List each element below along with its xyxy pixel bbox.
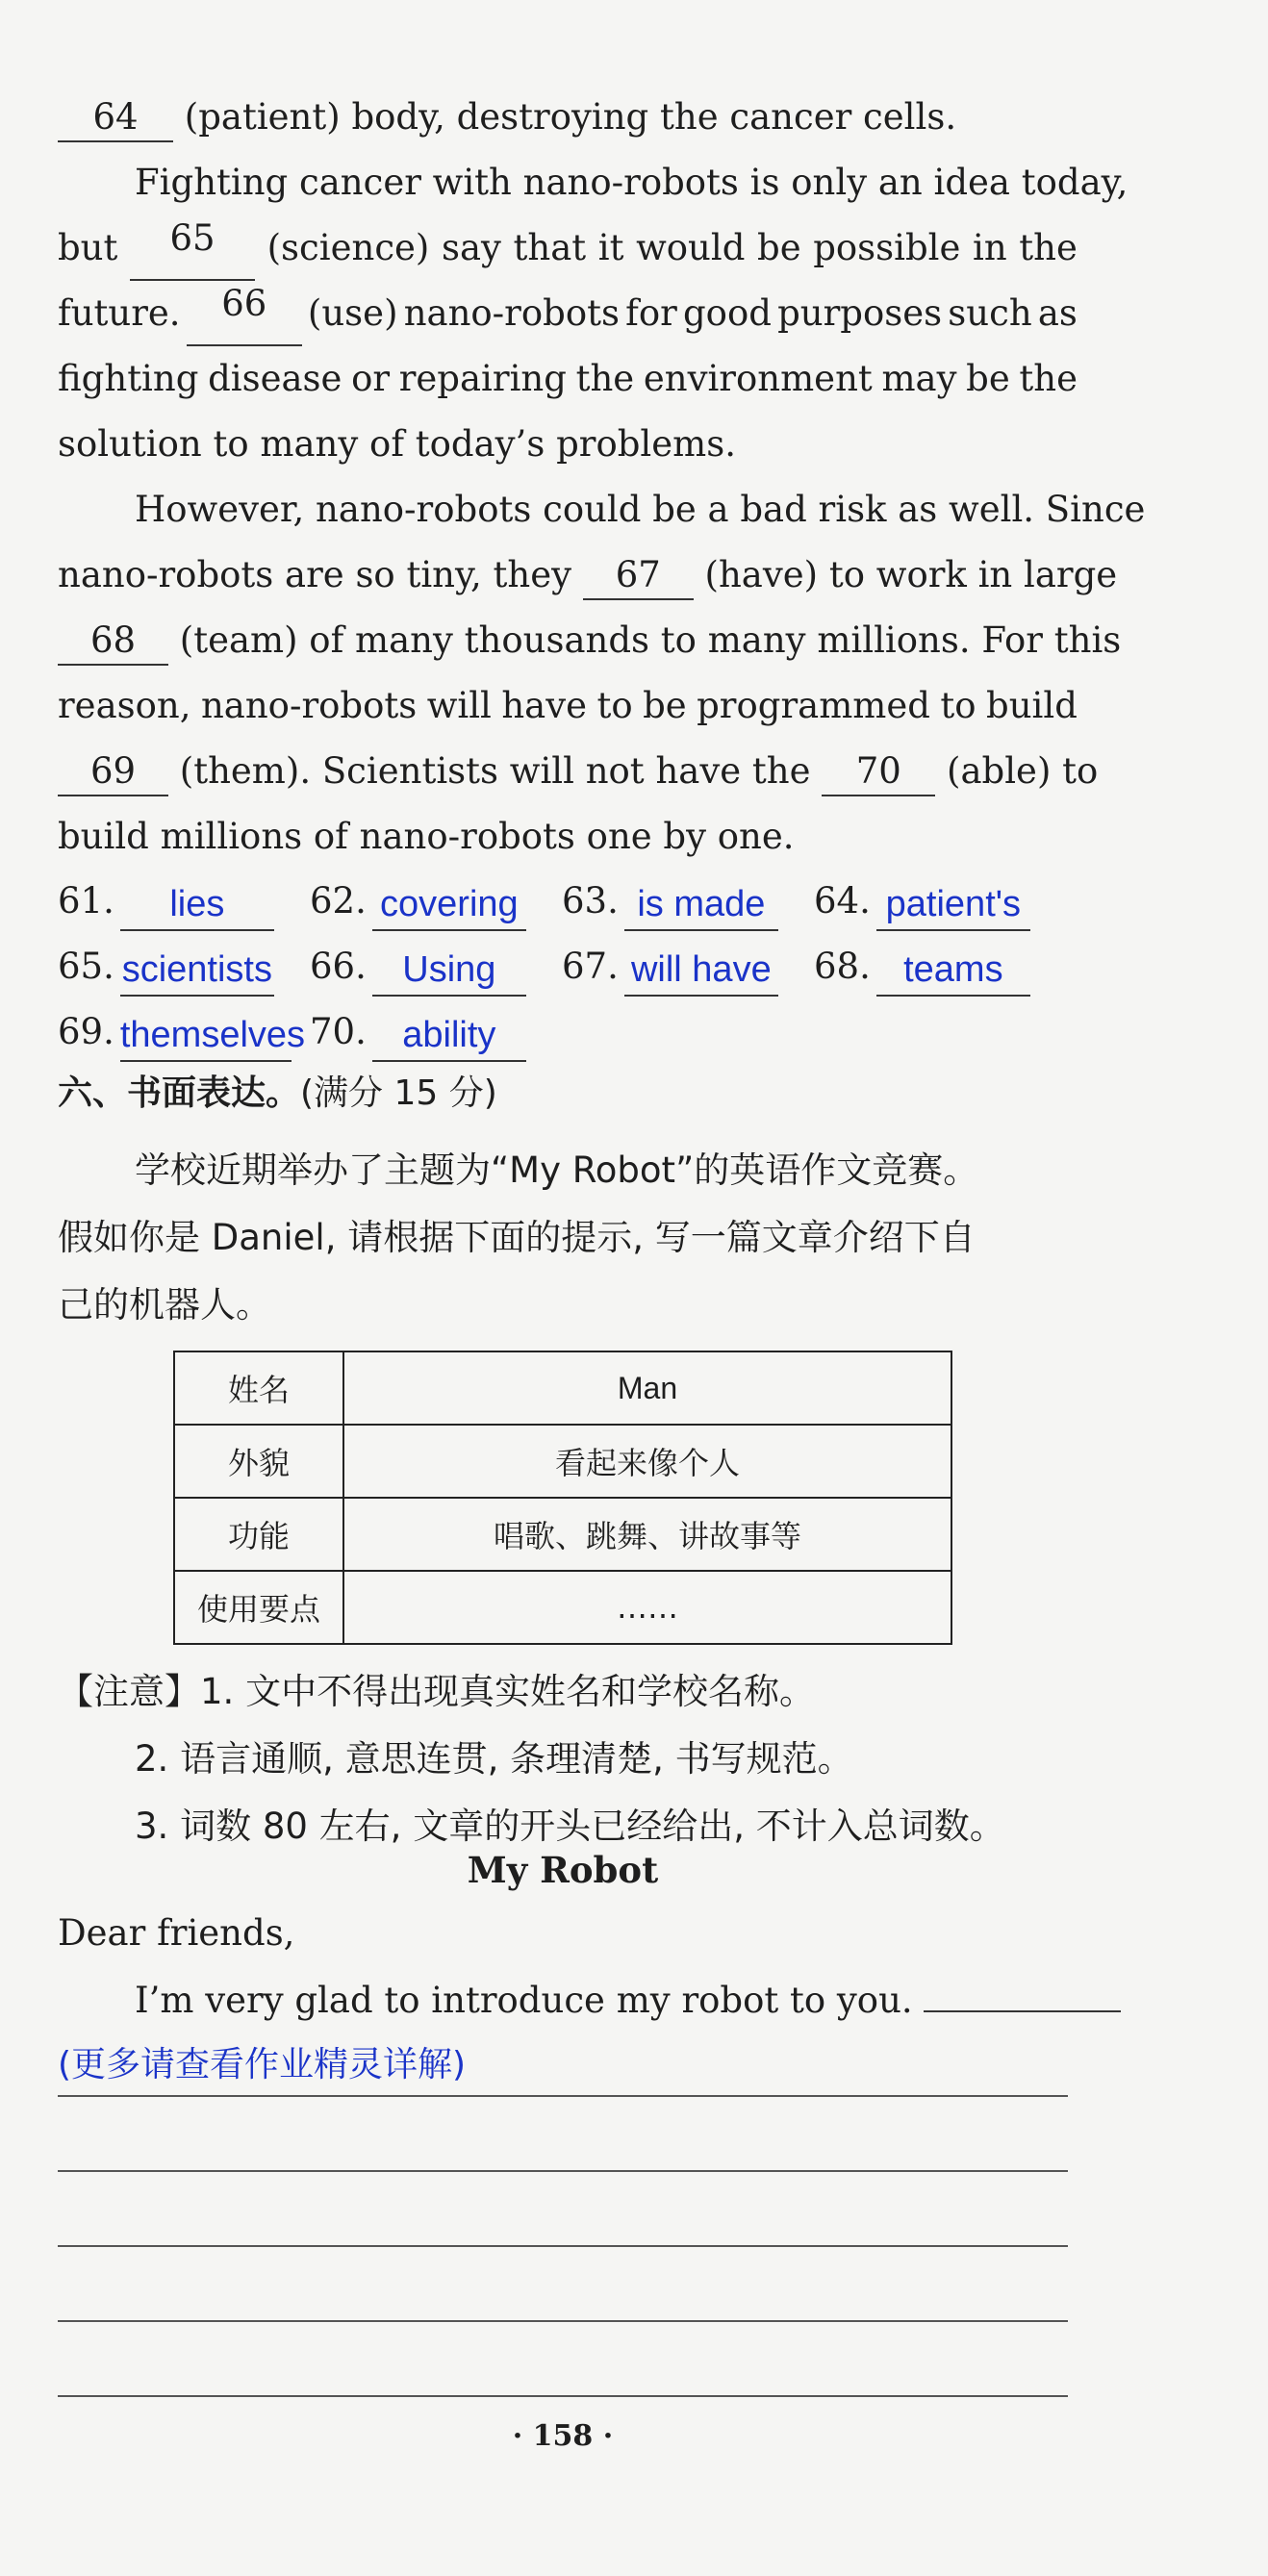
answer-item: 69. themselves — [58, 1011, 310, 1062]
passage-line: 64 (patient) body, destroying the cancer cells. — [58, 85, 1078, 150]
passage-line: Fighting cancer with nano-robots is only an idea today, — [135, 162, 1129, 203]
answer-row — [58, 997, 1078, 1062]
blank-66: 66 — [187, 281, 302, 346]
answer-row — [58, 931, 1078, 997]
answer-value: teams — [876, 949, 1030, 997]
answer-value: themselves — [120, 1015, 292, 1062]
passage-line: but 65 (science) say that it would be possible in the — [58, 215, 1078, 281]
section-title: 六、书面表达。(满分 15 分) — [58, 1073, 497, 1113]
more-details-link[interactable]: (更多请查看作业精灵详解) — [58, 2045, 467, 2084]
table-row: 外貌 看起来像个人 — [174, 1425, 951, 1498]
page-number: · 158 · — [512, 2419, 614, 2453]
table-row: 姓名 Man — [174, 1351, 951, 1425]
writing-prompt: 学校近期举办了主题为“My Robot”的英语作文竞赛。 假如你是 Daniel, 请根据下面的提示, 写一篇文章介绍下自 己的机器人。 — [58, 1149, 979, 1326]
writing-blank — [924, 2010, 1121, 2012]
blank-65: 65 — [130, 215, 255, 281]
passage-line: nano-robots are so tiny, they 67 (have) to work in large — [58, 543, 1078, 608]
passage-line: fighting disease or repairing the environment may be the — [58, 358, 1078, 399]
blank-64: 64 — [58, 94, 173, 142]
answer-item: 65. scientists — [58, 946, 310, 997]
answer-value: Using — [372, 949, 526, 997]
blank-67: 67 — [583, 552, 694, 600]
answer-item: 64. patient's — [814, 880, 1066, 931]
answer-item: 70. ability — [310, 1011, 562, 1062]
cloze-passage — [58, 85, 1146, 870]
answer-value: patient's — [876, 884, 1030, 931]
answer-value: scientists — [120, 949, 274, 997]
writing-line — [58, 2395, 1068, 2397]
answer-value: ability — [372, 1015, 526, 1062]
answer-row — [58, 866, 1078, 931]
essay-greeting: Dear friends, — [58, 1912, 295, 1954]
passage-line: reason, nano-robots will have to be programmed to build — [58, 685, 1078, 726]
answer-item: 61. lies — [58, 880, 310, 931]
answer-value: covering — [372, 884, 526, 931]
answer-item: 63. is made — [562, 880, 814, 931]
blank-68: 68 — [58, 618, 168, 666]
answer-item: 67. will have — [562, 946, 814, 997]
passage-line: 68 (team) of many thousands to many millions. For this — [58, 608, 1078, 673]
notes: 【注意】1. 文中不得出现真实姓名和学校名称。 2. 语言通顺, 意思连贯, 条理清楚, 书写规范。 3. 词数 80 左右, 文章的开头已经给出, 不计入总词数。 — [58, 1671, 1005, 1847]
passage-line: future. 66 (use) nano-robots for good purposes such as — [58, 281, 1078, 346]
passage-line: solution to many of today’s problems. — [58, 423, 736, 465]
answer-key — [58, 866, 1078, 1062]
robot-info-table — [173, 1351, 952, 1645]
writing-line — [58, 2320, 1068, 2322]
writing-line — [58, 2170, 1068, 2172]
answer-value: will have — [624, 949, 778, 997]
answer-item: 62. covering — [310, 880, 562, 931]
table-row: 功能 唱歌、跳舞、讲故事等 — [174, 1498, 951, 1571]
passage-line: 69 (them). Scientists will not have the 70 (able) to — [58, 739, 1078, 804]
answer-item: 66. Using — [310, 946, 562, 997]
writing-line — [58, 2245, 1068, 2247]
passage-line: build millions of nano-robots one by one. — [58, 816, 795, 857]
essay-first-line: I’m very glad to introduce my robot to you. — [135, 1980, 1121, 2021]
answer-item: 68. teams — [814, 946, 1066, 997]
writing-line — [58, 2095, 1068, 2097]
essay-title: My Robot — [467, 1849, 659, 1891]
answer-value: is made — [624, 884, 778, 931]
blank-69: 69 — [58, 748, 168, 796]
blank-70: 70 — [822, 748, 935, 796]
answer-value: lies — [120, 884, 274, 931]
table-row: 使用要点 …… — [174, 1571, 951, 1644]
passage-line: However, nano-robots could be a bad risk as well. Since — [135, 489, 1146, 530]
